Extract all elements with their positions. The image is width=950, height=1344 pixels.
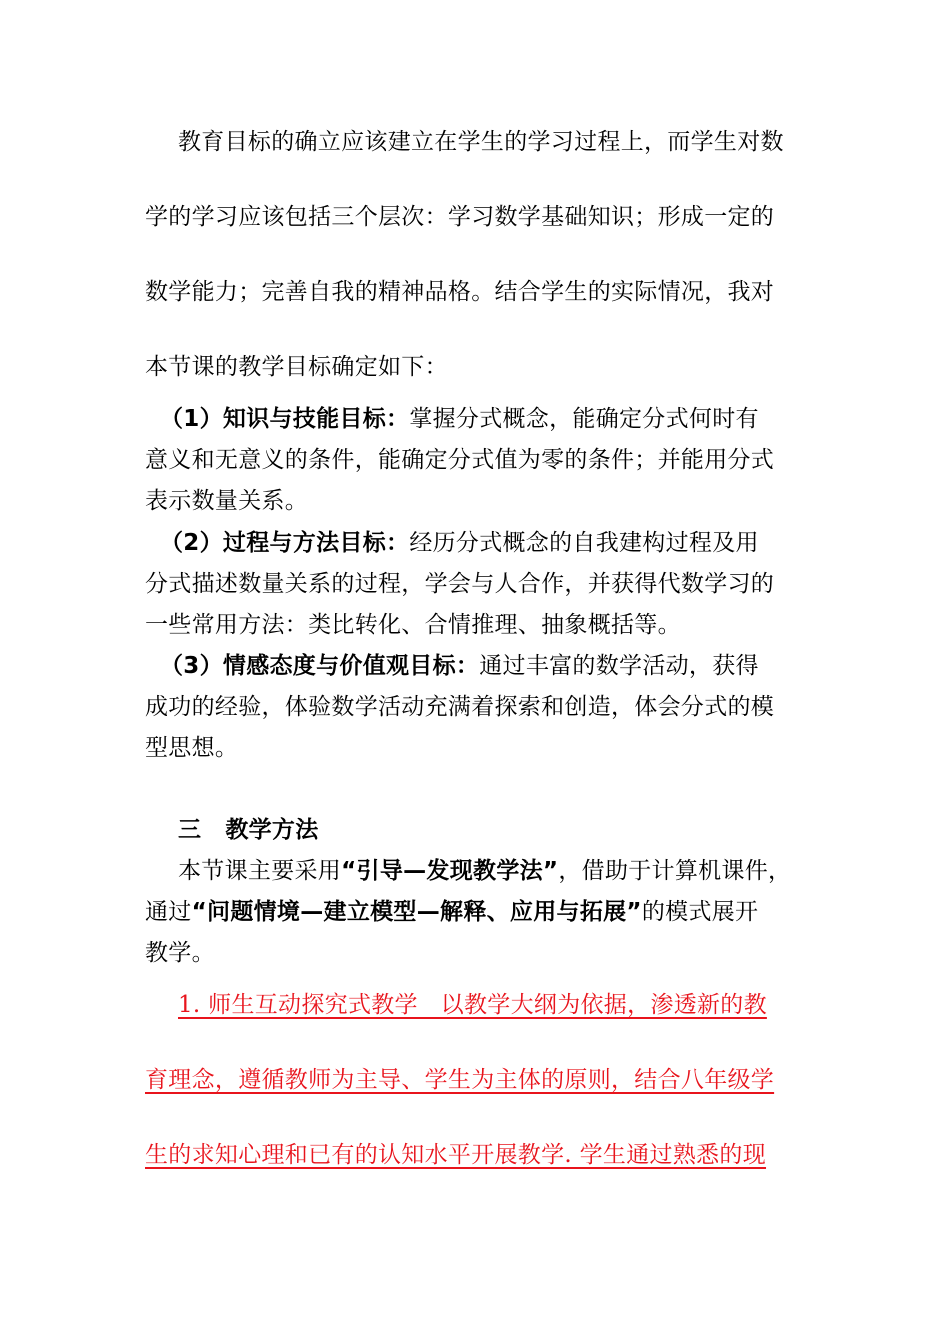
objective-2-text: 经历分式概念的自我建构过程及用 (409, 530, 759, 556)
objective-2-title: 过程与方法目标： (222, 530, 410, 556)
objective-2-line-1 (160, 528, 787, 558)
intro-line-4: 本节课的教学目标确定如下： (145, 354, 448, 380)
section-3-text: 本节课主要采用 (178, 858, 342, 884)
objective-1-text: 掌握分式概念，能确定分式何时有 (409, 406, 759, 432)
objective-1-line-1 (160, 404, 787, 434)
section-3-line-3: 教学。 (145, 940, 215, 966)
method-name: “引导—发现教学法” (341, 858, 559, 884)
section-3-title: 教学方法 (225, 817, 319, 843)
highlight-line-1: 1. 师生互动探究式教学 以教学大纲为依据，渗透新的教 (178, 992, 767, 1018)
intro-line-3: 数学能力；完善自我的精神品格。结合学生的实际情况，我对 (145, 279, 775, 305)
section-3-text: 的模式展开 (641, 899, 759, 925)
section-3-line-1 (178, 856, 805, 886)
objective-1-title: 知识与技能目标： (222, 406, 410, 432)
highlight-line-3: 生的求知心理和已有的认知水平开展教学. 学生通过熟悉的现 (145, 1142, 767, 1168)
objective-3-text: 通过丰富的数学活动，获得 (479, 653, 759, 679)
objective-1-line-2: 意义和无意义的条件，能确定分式值为零的条件；并能用分式 (145, 447, 775, 473)
objective-3-title: 情感态度与价值观目标： (222, 653, 480, 679)
section-3-text: ，借助于计算机课件， (558, 858, 792, 884)
section-3-heading (178, 815, 838, 845)
section-3-number: 三 (178, 817, 202, 843)
objective-2-label: （2） (160, 530, 223, 556)
objective-3-line-1 (160, 651, 787, 681)
highlight-line-2: 育理念，遵循教师为主导、学生为主体的原则，结合八年级学 (145, 1067, 775, 1093)
objective-2-line-3: 一些常用方法：类比转化、合情推理、抽象概括等。 (145, 612, 681, 638)
section-3-text: 通过 (145, 899, 192, 925)
objective-3-line-2: 成功的经验，体验数学活动充满着探索和创造，体会分式的模 (145, 694, 775, 720)
objective-3-label: （3） (160, 653, 223, 679)
objective-3-line-3: 型思想。 (145, 735, 239, 761)
objective-1-label: （1） (160, 406, 223, 432)
objective-2-line-2: 分式描述数量关系的过程，学会与人合作，并获得代数学习的 (145, 571, 775, 597)
mode-name: “问题情境—建立模型—解释、应用与拓展” (191, 899, 642, 925)
section-3-line-2 (145, 897, 805, 927)
intro-line-1: 教育目标的确立应该建立在学生的学习过程上，而学生对数 (178, 129, 784, 155)
intro-line-2: 学的学习应该包括三个层次：学习数学基础知识；形成一定的 (145, 204, 775, 230)
objective-1-line-3: 表示数量关系。 (145, 488, 309, 514)
